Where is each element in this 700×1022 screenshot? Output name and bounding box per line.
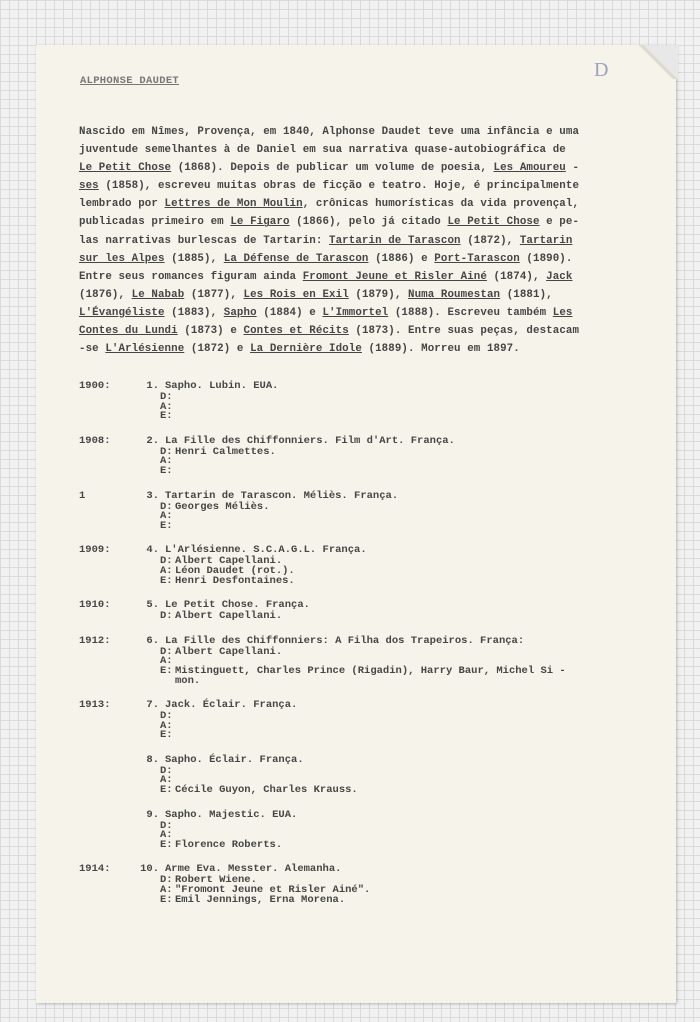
credit-row xyxy=(160,519,669,532)
film-title: La Fille des Chiffonniers. Film d'Art. França. xyxy=(165,434,455,447)
credit-label: A: xyxy=(160,400,173,413)
work-title: Tartarin de Tarascon xyxy=(329,234,461,247)
work-title: Le Petit Chose xyxy=(79,162,172,175)
film-credits xyxy=(160,393,669,422)
credit-row xyxy=(160,393,669,403)
bio-text: lembrado por xyxy=(79,198,165,211)
bio-text: (1874), xyxy=(486,270,547,283)
credit-label: E: xyxy=(160,838,173,851)
work-title: La Défense de Tarascon xyxy=(223,252,369,265)
credit-label: D: xyxy=(160,500,173,513)
credit-row xyxy=(160,400,669,413)
credit-row xyxy=(160,445,669,458)
credit-value: Albert Capellani. xyxy=(175,610,283,623)
film-title: Le Petit Chose. França. xyxy=(165,599,310,612)
bio-line xyxy=(79,159,659,177)
film-credits xyxy=(160,612,669,622)
film-number: 7. xyxy=(146,699,159,712)
bio-line xyxy=(79,250,659,268)
film-number: 5. xyxy=(146,599,159,612)
film-credits xyxy=(160,764,669,797)
work-title: L'Évangéliste xyxy=(79,306,165,319)
film-number: 3. xyxy=(146,489,159,502)
film-credits xyxy=(160,876,669,905)
credit-label: A: xyxy=(160,829,173,842)
credit-value: Henri Desfontaines. xyxy=(175,574,295,587)
credit-row xyxy=(160,612,669,622)
bio-line xyxy=(79,340,659,358)
document-sheet xyxy=(36,45,676,1003)
credit-value: Emil Jennings, Erna Morena. xyxy=(175,893,346,906)
film-entry xyxy=(79,699,669,741)
film-credits xyxy=(160,819,669,851)
credit-label: A: xyxy=(160,774,173,787)
work-title: Les Amoureu xyxy=(493,162,566,175)
credit-label: A: xyxy=(160,884,173,897)
bio-line xyxy=(79,322,659,340)
work-title: ses xyxy=(79,180,99,193)
credit-label: E: xyxy=(160,664,173,677)
bio-text: e pe- xyxy=(539,216,580,229)
bio-text: (1872), xyxy=(460,234,520,247)
bio-text: (1889). Morreu em 1897. xyxy=(361,343,520,356)
film-number: 9. xyxy=(146,808,159,821)
work-title: Contes et Récits xyxy=(243,325,349,338)
credit-value: Mistinguett, Charles Prince (Rigadin), Harry Baur, Michel Si - mon. xyxy=(175,664,566,687)
credit-label: A: xyxy=(160,510,173,523)
bio-text: (1873) e xyxy=(177,325,244,338)
bio-text: (1881), xyxy=(500,288,553,301)
film-credits xyxy=(160,645,669,687)
film-credits xyxy=(160,557,669,586)
credit-row xyxy=(160,512,669,522)
bio-text: (1877), xyxy=(184,288,244,301)
work-title: Jack xyxy=(546,270,573,283)
bio-text: - xyxy=(565,162,580,175)
film-credits xyxy=(160,712,669,741)
work-title: Les xyxy=(552,306,573,319)
film-number: 10. xyxy=(140,863,159,876)
bio-line xyxy=(79,304,659,322)
work-title: Les Rois en Exil xyxy=(243,288,349,301)
film-title: Sapho. Lubin. EUA. xyxy=(165,380,279,392)
credit-row xyxy=(160,464,669,477)
credit-label: E: xyxy=(160,893,173,906)
credit-value: Robert Wiene. xyxy=(175,874,257,887)
credit-label: E: xyxy=(160,574,173,587)
credit-row xyxy=(160,893,669,906)
bio-text: , crônicas humorísticas da vida provençal, xyxy=(302,198,580,211)
film-year: 1913: xyxy=(79,699,111,712)
credit-label: D: xyxy=(160,610,173,623)
credit-label: A: xyxy=(160,655,173,668)
credit-row xyxy=(160,664,669,687)
film-title: Jack. Éclair. França. xyxy=(165,699,298,712)
film-entry xyxy=(79,435,669,477)
credit-label: D: xyxy=(160,764,173,777)
work-title: La Dernière Idole xyxy=(250,343,362,356)
bio-text: juventude semelhantes à de Daniel em sua narrativa quase-autobiográfica de xyxy=(79,144,566,157)
bio-text: (1885), xyxy=(164,252,224,265)
credit-label: E: xyxy=(160,410,173,423)
bio-text: (1858), escreveu muitas obras de ficção e teatro. Hoje, é principalmente xyxy=(98,180,580,193)
filmography-list xyxy=(79,380,669,918)
bio-line xyxy=(79,268,659,286)
film-number: 1. xyxy=(146,380,159,392)
credit-label: D: xyxy=(160,645,173,658)
credit-label: D: xyxy=(160,874,173,887)
film-entry xyxy=(79,809,669,851)
bio-text: las narrativas burlescas de Tartarin: xyxy=(79,234,330,247)
bio-text: (1868). Depois de publicar um volume de poesia, xyxy=(171,162,494,175)
work-title: Le Figaro xyxy=(230,216,290,229)
biography-paragraph xyxy=(79,123,659,358)
credit-row xyxy=(160,819,669,832)
bio-line xyxy=(79,286,659,304)
work-title: Numa Roumestan xyxy=(408,288,501,301)
bio-text: (1890). xyxy=(519,252,573,265)
work-title: Contes du Lundi xyxy=(79,325,178,338)
credit-label: E: xyxy=(160,464,173,477)
film-title: Sapho. Éclair. França. xyxy=(165,753,304,766)
credit-label: E: xyxy=(160,519,173,532)
credit-row xyxy=(160,574,669,587)
bio-text: (1879), xyxy=(348,288,408,301)
credit-row xyxy=(160,719,669,732)
work-title: Le Petit Chose xyxy=(447,216,540,229)
film-entry xyxy=(79,754,669,796)
bio-text: publicadas primeiro em xyxy=(79,216,231,229)
bio-line xyxy=(79,213,659,231)
bio-line xyxy=(79,232,659,250)
work-title: L'Arlésienne xyxy=(105,343,185,356)
credit-row xyxy=(160,764,669,777)
film-entry xyxy=(79,635,669,686)
credit-row xyxy=(160,412,669,422)
film-year: 1914: xyxy=(79,863,111,876)
bio-text: (1888). Escreveu também xyxy=(388,306,553,319)
film-year: 1910: xyxy=(79,599,111,612)
credit-label: E: xyxy=(160,784,173,797)
bio-text: (1886) e xyxy=(368,252,435,265)
credit-label: D: xyxy=(160,819,173,832)
credit-row xyxy=(160,500,669,513)
film-title: Sapho. Majestic. EUA. xyxy=(165,808,298,821)
work-title: Tartarin xyxy=(519,234,573,247)
credit-label: E: xyxy=(160,729,173,742)
credit-label: D: xyxy=(160,445,173,458)
bio-line xyxy=(79,123,659,141)
work-title: Fromont Jeune et Risler Ainé xyxy=(302,270,487,283)
film-year: 1 xyxy=(79,489,86,502)
credit-label: A: xyxy=(160,455,173,468)
bio-text: -se xyxy=(79,343,106,356)
film-year: 1909: xyxy=(79,544,111,557)
film-entry xyxy=(79,599,669,622)
credit-value: Georges Méliès. xyxy=(175,500,270,513)
film-year: 1908: xyxy=(79,434,111,447)
credit-value: "Fromont Jeune et Risler Ainé". xyxy=(175,884,371,897)
credit-row xyxy=(160,731,669,741)
credit-label: D: xyxy=(160,710,173,723)
film-title: Tartarin de Tarascon. Méliès. França. xyxy=(165,489,399,502)
folded-corner xyxy=(638,45,678,79)
bio-text: Entre seus romances figuram ainda xyxy=(79,270,303,283)
credit-label: D: xyxy=(160,555,173,568)
credit-value: Florence Roberts. xyxy=(175,838,283,851)
bio-text: (1873). Entre suas peças, destacam xyxy=(348,325,580,338)
credit-value: Cécile Guyon, Charles Krauss. xyxy=(175,784,358,797)
bio-text: (1876), xyxy=(79,288,132,301)
bio-line xyxy=(79,141,659,159)
credit-row xyxy=(160,838,669,851)
film-entry xyxy=(79,490,669,532)
work-title: Le Nabab xyxy=(131,288,185,301)
film-number: 4. xyxy=(146,544,159,557)
bio-text: (1866), pelo já citado xyxy=(289,216,448,229)
work-title: Sapho xyxy=(223,306,257,319)
work-title: Port-Tarascon xyxy=(434,252,520,265)
credit-row xyxy=(160,712,669,722)
film-credits xyxy=(160,445,669,477)
credit-value: Léon Daudet (rot.). xyxy=(175,564,295,577)
bio-text: (1872) e xyxy=(184,343,251,356)
work-title: sur les Alpes xyxy=(79,252,165,265)
credit-row xyxy=(160,645,669,658)
work-title: Lettres de Mon Moulin xyxy=(164,198,303,211)
film-entry xyxy=(79,380,669,422)
credit-label: A: xyxy=(160,719,173,732)
film-credits xyxy=(160,500,669,532)
credit-value: Albert Capellani. xyxy=(175,555,283,568)
film-title: L'Arlésienne. S.C.A.G.L. França. xyxy=(165,544,367,557)
credit-label: A: xyxy=(160,564,173,577)
film-title: Arme Eva. Messter. Alemanha. xyxy=(165,863,342,876)
bio-text: (1883), xyxy=(164,306,224,319)
credit-value: Albert Capellani. xyxy=(175,645,283,658)
film-entry xyxy=(79,544,669,586)
film-year: 1912: xyxy=(79,634,111,647)
credit-value: Henri Calmettes. xyxy=(175,445,276,458)
film-number: 8. xyxy=(146,753,159,766)
bio-text: (1884) e xyxy=(256,306,323,319)
film-entry xyxy=(79,863,669,905)
bio-line xyxy=(79,177,659,195)
work-title: L'Immortel xyxy=(322,306,389,319)
credit-label: D: xyxy=(160,391,173,403)
bio-line xyxy=(79,195,659,213)
film-number: 2. xyxy=(146,434,159,447)
film-title: La Fille des Chiffonniers: A Filha dos Trapeiros. França: xyxy=(165,634,525,647)
corner-mark: D xyxy=(594,59,609,81)
bio-text: Nascido em Nîmes, Provença, em 1840, Alphonse Daudet teve uma infância e uma xyxy=(79,126,580,138)
credit-row xyxy=(160,786,669,796)
film-year: 1900: xyxy=(79,380,111,392)
credit-row xyxy=(160,457,669,467)
film-number: 6. xyxy=(146,634,159,647)
document-heading: ALPHONSE DAUDET xyxy=(80,75,180,87)
